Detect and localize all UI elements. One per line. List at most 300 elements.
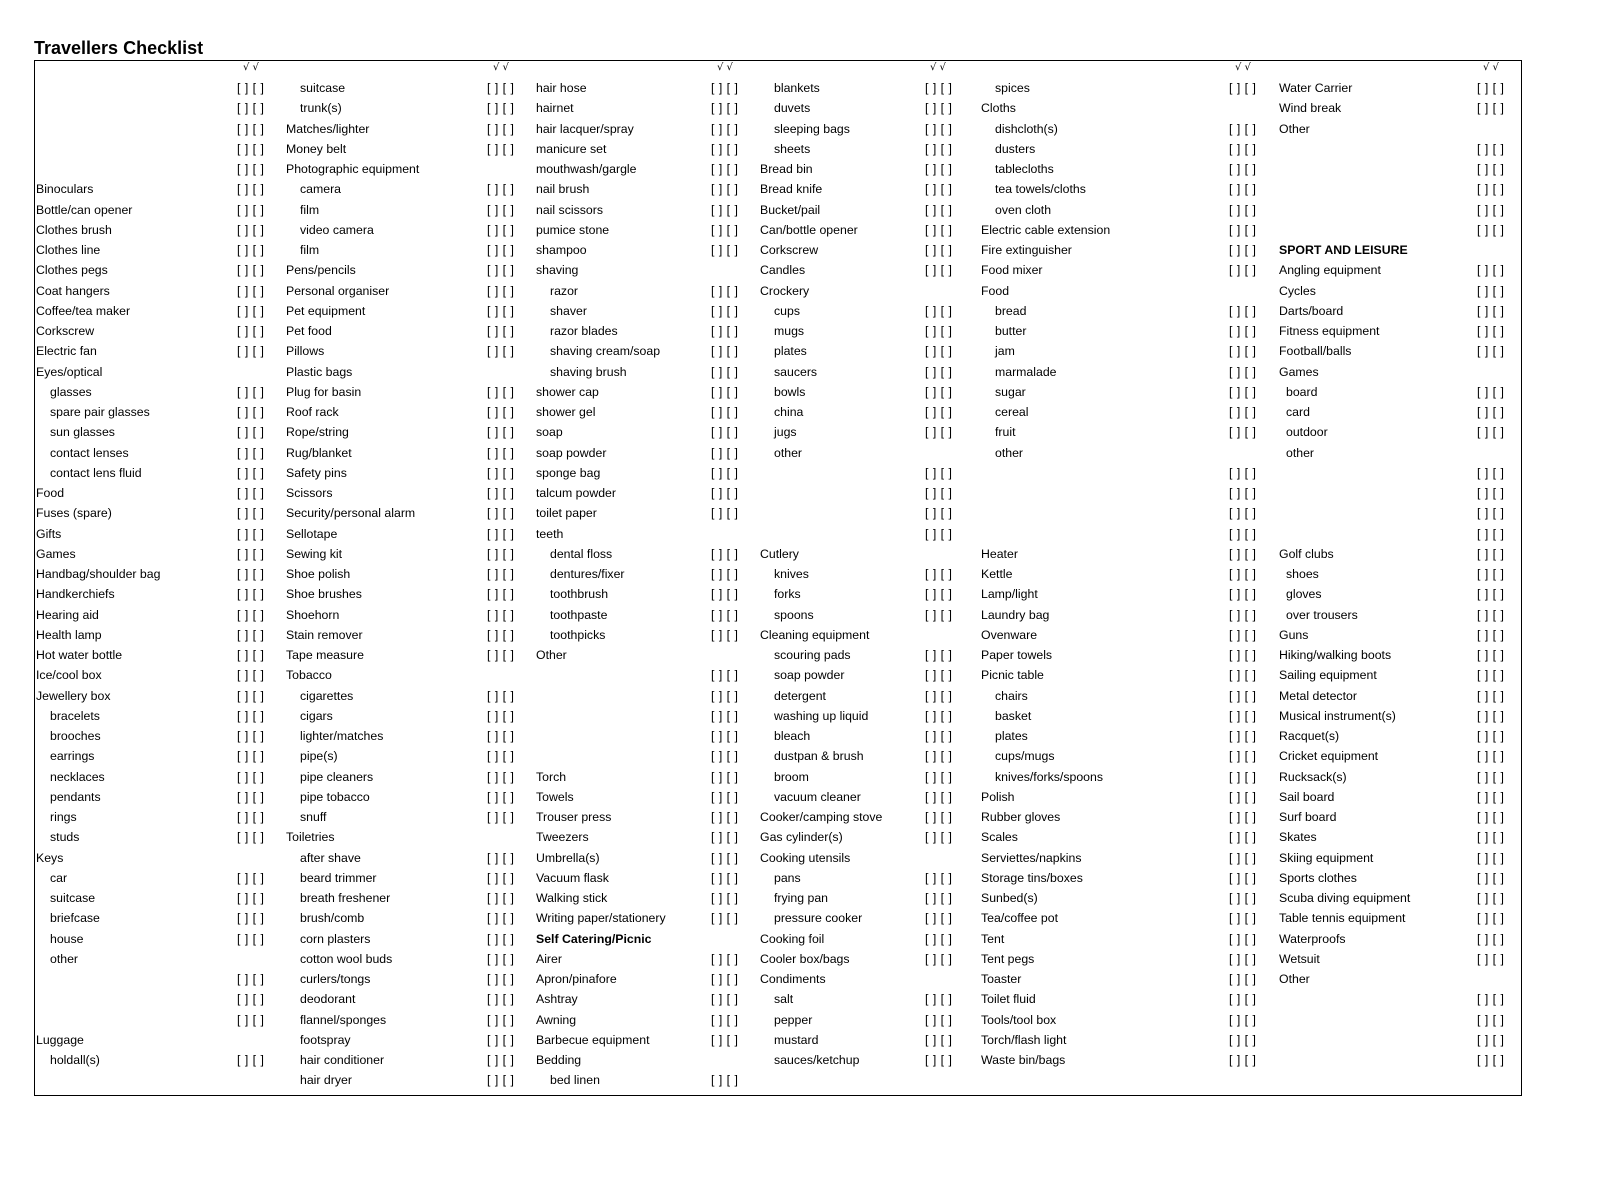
checkbox-pair[interactable]: [ ] [ ] (1477, 789, 1505, 804)
checkbox-pair[interactable]: [ ] [ ] (487, 607, 515, 622)
check-header: √ √ (243, 62, 259, 73)
item-label: Shoe brushes (286, 587, 362, 602)
checkbox-pair[interactable]: [ ] [ ] (711, 202, 739, 217)
checkbox-pair[interactable]: [ ] [ ] (487, 1032, 515, 1047)
checkbox-pair[interactable]: [ ] [ ] (1229, 688, 1257, 703)
checkbox-pair[interactable]: [ ] [ ] (711, 810, 739, 824)
checkbox-pair[interactable]: [ ] [ ] (1229, 729, 1257, 743)
checkbox-pair[interactable]: [ ] [ ] (1229, 789, 1257, 804)
checkbox-pair[interactable]: [ ] [ ] (1477, 830, 1505, 845)
checkbox-pair[interactable]: [ ] [ ] (487, 749, 515, 764)
item-label: Food (981, 283, 1010, 298)
item-label: Guns (1279, 627, 1309, 642)
checkbox-pair[interactable]: [ ] [ ] (487, 445, 515, 460)
checkbox-pair[interactable]: [ ] [ ] (237, 101, 265, 116)
item-label: Cooler box/bags (760, 951, 850, 966)
checkbox-pair[interactable]: [ ] [ ] (1229, 364, 1257, 379)
checkbox-pair[interactable]: [ ] [ ] (237, 830, 265, 845)
checkbox-pair[interactable]: [ ] [ ] (237, 263, 265, 278)
checkbox-pair[interactable]: [ ] [ ] (1229, 486, 1257, 500)
item-label: butter (995, 324, 1027, 338)
checkbox-pair[interactable]: [ ] [ ] (1477, 486, 1505, 500)
checkbox-pair[interactable]: [ ] [ ] (237, 222, 265, 237)
checkbox-pair[interactable]: [ ] [ ] (1229, 384, 1257, 399)
checkbox-pair[interactable]: [ ] [ ] (1477, 587, 1505, 602)
checkbox-pair[interactable]: [ ] [ ] (1477, 405, 1505, 419)
checkbox-pair[interactable]: [ ] [ ] (237, 526, 265, 541)
checkbox-pair[interactable]: [ ] [ ] (487, 870, 515, 885)
checkbox-pair[interactable]: [ ] [ ] (1229, 202, 1257, 217)
checkbox-pair[interactable]: [ ] [ ] (711, 749, 739, 764)
checkbox-pair[interactable]: [ ] [ ] (925, 1012, 953, 1027)
checkbox-pair[interactable]: [ ] [ ] (711, 506, 739, 521)
checkbox-pair[interactable]: [ ] [ ] (1229, 222, 1257, 237)
item-label: Shoe polish (286, 567, 351, 581)
checkbox-pair[interactable]: [ ] [ ] (487, 567, 515, 581)
checkbox-pair[interactable]: [ ] [ ] (487, 81, 515, 95)
checkbox-pair[interactable]: [ ] [ ] (1477, 911, 1505, 926)
checkbox-pair[interactable]: [ ] [ ] (237, 324, 265, 338)
checkbox-pair[interactable]: [ ] [ ] (1477, 546, 1505, 561)
checkbox-pair[interactable]: [ ] [ ] (925, 911, 953, 926)
checkbox-pair[interactable]: [ ] [ ] (487, 769, 515, 784)
checkbox-pair[interactable]: [ ] [ ] (711, 465, 739, 480)
checkbox-pair[interactable]: [ ] [ ] (1477, 526, 1505, 541)
checkbox-pair[interactable]: [ ] [ ] (925, 364, 953, 379)
checkbox-pair[interactable]: [ ] [ ] (237, 587, 265, 602)
checkbox-pair[interactable]: [ ] [ ] (1477, 202, 1505, 217)
checkbox-pair[interactable]: [ ] [ ] (925, 810, 953, 824)
checkbox-pair[interactable]: [ ] [ ] (1229, 627, 1257, 642)
checkbox-pair[interactable]: [ ] [ ] (487, 101, 515, 116)
item-label: Cleaning equipment (760, 627, 870, 642)
checkbox-pair[interactable]: [ ] [ ] (237, 688, 265, 703)
checkbox-pair[interactable]: [ ] [ ] (711, 384, 739, 399)
item-label: Toiletries (286, 830, 335, 845)
checkbox-pair[interactable]: [ ] [ ] (487, 850, 515, 865)
checkbox-pair[interactable]: [ ] [ ] (237, 1012, 265, 1027)
checkbox-pair[interactable]: [ ] [ ] (1229, 182, 1257, 197)
checkbox-pair[interactable]: [ ] [ ] (925, 425, 953, 440)
checkbox-pair[interactable]: [ ] [ ] (1477, 850, 1505, 865)
checkbox-pair[interactable]: [ ] [ ] (1229, 162, 1257, 176)
item-label: Security/personal alarm (286, 506, 416, 521)
item-label: Jewellery box (36, 688, 111, 703)
checkbox-pair[interactable]: [ ] [ ] (711, 789, 739, 804)
checkbox-pair[interactable]: [ ] [ ] (925, 222, 953, 237)
checkbox-pair[interactable]: [ ] [ ] (711, 627, 739, 642)
checkbox-pair[interactable]: [ ] [ ] (925, 729, 953, 743)
checkbox-pair[interactable]: [ ] [ ] (711, 1073, 739, 1088)
item-label: Other (536, 648, 567, 662)
checkbox-pair[interactable]: [ ] [ ] (1229, 951, 1257, 966)
checkbox-pair[interactable]: [ ] [ ] (237, 769, 265, 784)
checkbox-pair[interactable]: [ ] [ ] (925, 992, 953, 1007)
checkbox-pair[interactable]: [ ] [ ] (487, 992, 515, 1007)
checkbox-pair[interactable]: [ ] [ ] (1229, 425, 1257, 440)
checkbox-pair[interactable]: [ ] [ ] (711, 81, 739, 95)
checkbox-pair[interactable]: [ ] [ ] (711, 972, 739, 986)
checkbox-pair[interactable]: [ ] [ ] (711, 121, 739, 136)
checkbox-pair[interactable]: [ ] [ ] (711, 1032, 739, 1047)
checkbox-pair[interactable]: [ ] [ ] (1477, 769, 1505, 784)
checkbox-pair[interactable]: [ ] [ ] (1229, 567, 1257, 581)
checkbox-pair[interactable]: [ ] [ ] (711, 911, 739, 926)
checkbox-pair[interactable]: [ ] [ ] (925, 303, 953, 318)
checkbox-pair[interactable]: [ ] [ ] (925, 526, 953, 541)
checkbox-pair[interactable]: [ ] [ ] (1477, 1012, 1505, 1027)
checkbox-pair[interactable]: [ ] [ ] (237, 749, 265, 764)
checkbox-pair[interactable]: [ ] [ ] (1229, 506, 1257, 521)
checkbox-pair[interactable]: [ ] [ ] (487, 951, 515, 966)
checkbox-pair[interactable]: [ ] [ ] (1229, 1053, 1257, 1067)
checkbox-pair[interactable]: [ ] [ ] (1477, 182, 1505, 197)
item-label: other (995, 445, 1024, 460)
checkbox-pair[interactable]: [ ] [ ] (1477, 222, 1505, 237)
checkbox-pair[interactable]: [ ] [ ] (1229, 931, 1257, 946)
checkbox-pair[interactable]: [ ] [ ] (1229, 891, 1257, 905)
checkbox-pair[interactable]: [ ] [ ] (237, 162, 265, 176)
checkbox-pair[interactable]: [ ] [ ] (1229, 81, 1257, 95)
checkbox-pair[interactable]: [ ] [ ] (711, 870, 739, 885)
item-label: Storage tins/boxes (981, 870, 1083, 885)
checkbox-pair[interactable]: [ ] [ ] (1477, 303, 1505, 318)
checkbox-pair[interactable]: [ ] [ ] (487, 222, 515, 237)
item-label: Plastic bags (286, 364, 353, 379)
checkbox-pair[interactable]: [ ] [ ] (487, 405, 515, 419)
checkbox-pair[interactable]: [ ] [ ] (487, 121, 515, 136)
checkbox-pair[interactable]: [ ] [ ] (711, 891, 739, 905)
checkbox-pair[interactable]: [ ] [ ] (237, 81, 265, 95)
checkbox-pair[interactable]: [ ] [ ] (1229, 303, 1257, 318)
checkbox-pair[interactable]: [ ] [ ] (237, 810, 265, 824)
checkbox-pair[interactable]: [ ] [ ] (711, 951, 739, 966)
checkbox-pair[interactable]: [ ] [ ] (487, 1053, 515, 1067)
checkbox-pair[interactable]: [ ] [ ] (711, 243, 739, 257)
item-label: toothpaste (550, 607, 608, 622)
checkbox-pair[interactable]: [ ] [ ] (1477, 931, 1505, 946)
checkbox-pair[interactable]: [ ] [ ] (711, 688, 739, 703)
item-label: Sail board (1279, 789, 1335, 804)
checkbox-pair[interactable]: [ ] [ ] (237, 870, 265, 885)
checkbox-pair[interactable]: [ ] [ ] (1477, 607, 1505, 622)
checkbox-pair[interactable]: [ ] [ ] (487, 324, 515, 338)
checkbox-pair[interactable]: [ ] [ ] (1229, 344, 1257, 359)
checkbox-pair[interactable]: [ ] [ ] (711, 222, 739, 237)
checkbox-pair[interactable]: [ ] [ ] (487, 384, 515, 399)
checkbox-pair[interactable]: [ ] [ ] (1477, 627, 1505, 642)
checkbox-pair[interactable]: [ ] [ ] (925, 465, 953, 480)
checkbox-pair[interactable]: [ ] [ ] (925, 769, 953, 784)
checkbox-pair[interactable]: [ ] [ ] (1477, 749, 1505, 764)
checkbox-pair[interactable]: [ ] [ ] (487, 182, 515, 197)
checkbox-pair[interactable]: [ ] [ ] (487, 303, 515, 318)
checkbox-pair[interactable]: [ ] [ ] (711, 992, 739, 1007)
checkbox-pair[interactable]: [ ] [ ] (487, 972, 515, 986)
checkbox-pair[interactable]: [ ] [ ] (925, 384, 953, 399)
checkbox-pair[interactable]: [ ] [ ] (487, 810, 515, 824)
checkbox-pair[interactable]: [ ] [ ] (237, 567, 265, 581)
checkbox-pair[interactable]: [ ] [ ] (1477, 425, 1505, 440)
item-label: Cooking utensils (760, 850, 851, 865)
checkbox-pair[interactable]: [ ] [ ] (711, 850, 739, 865)
checkbox-pair[interactable]: [ ] [ ] (1229, 607, 1257, 622)
checkbox-pair[interactable]: [ ] [ ] (1477, 810, 1505, 824)
checkbox-pair[interactable]: [ ] [ ] (487, 506, 515, 521)
checkbox-pair[interactable]: [ ] [ ] (1477, 992, 1505, 1007)
checkbox-pair[interactable]: [ ] [ ] (1229, 546, 1257, 561)
checkbox-pair[interactable]: [ ] [ ] (711, 344, 739, 359)
checkbox-pair[interactable]: [ ] [ ] (925, 567, 953, 581)
checkbox-pair[interactable]: [ ] [ ] (711, 101, 739, 116)
checkbox-pair[interactable]: [ ] [ ] (1477, 465, 1505, 480)
checkbox-pair[interactable]: [ ] [ ] (1229, 972, 1257, 986)
item-label: car (50, 870, 68, 885)
checkbox-pair[interactable]: [ ] [ ] (1477, 648, 1505, 662)
checkbox-pair[interactable]: [ ] [ ] (925, 324, 953, 338)
checkbox-pair[interactable]: [ ] [ ] (1477, 324, 1505, 338)
checkbox-pair[interactable]: [ ] [ ] (925, 81, 953, 95)
checkbox-pair[interactable]: [ ] [ ] (925, 668, 953, 683)
checkbox-pair[interactable]: [ ] [ ] (1477, 891, 1505, 905)
checkbox-pair[interactable]: [ ] [ ] (1477, 506, 1505, 521)
checkbox-pair[interactable]: [ ] [ ] (487, 729, 515, 743)
item-label: forks (774, 587, 801, 602)
checkbox-pair[interactable]: [ ] [ ] (237, 546, 265, 561)
checkbox-pair[interactable]: [ ] [ ] (237, 607, 265, 622)
checkbox-pair[interactable]: [ ] [ ] (237, 891, 265, 905)
checkbox-pair[interactable]: [ ] [ ] (487, 425, 515, 440)
item-label: over trousers (1286, 607, 1358, 622)
checkbox-pair[interactable]: [ ] [ ] (925, 870, 953, 885)
checkbox-pair[interactable]: [ ] [ ] (237, 506, 265, 521)
checkbox-pair[interactable]: [ ] [ ] (237, 708, 265, 723)
checkbox-pair[interactable]: [ ] [ ] (487, 931, 515, 946)
checkbox-pair[interactable]: [ ] [ ] (711, 769, 739, 784)
checkbox-pair[interactable]: [ ] [ ] (925, 263, 953, 278)
checkbox-pair[interactable]: [ ] [ ] (1477, 344, 1505, 359)
item-label: Clothes brush (36, 222, 112, 237)
checkbox-pair[interactable]: [ ] [ ] (1229, 769, 1257, 784)
checkbox-pair[interactable]: [ ] [ ] (711, 607, 739, 622)
checkbox-pair[interactable]: [ ] [ ] (711, 425, 739, 440)
checkbox-pair[interactable]: [ ] [ ] (237, 972, 265, 986)
checkbox-pair[interactable]: [ ] [ ] (711, 587, 739, 602)
checkbox-pair[interactable]: [ ] [ ] (925, 931, 953, 946)
checkbox-pair[interactable]: [ ] [ ] (1229, 870, 1257, 885)
checkbox-pair[interactable]: [ ] [ ] (1477, 729, 1505, 743)
checkbox-pair[interactable]: [ ] [ ] (711, 324, 739, 338)
checkbox-pair[interactable]: [ ] [ ] (1229, 708, 1257, 723)
checkbox-pair[interactable]: [ ] [ ] (1229, 850, 1257, 865)
checkbox-pair[interactable]: [ ] [ ] (237, 1053, 265, 1067)
checkbox-pair[interactable]: [ ] [ ] (1229, 405, 1257, 419)
checkbox-pair[interactable]: [ ] [ ] (925, 587, 953, 602)
item-label: Writing paper/stationery (536, 911, 666, 926)
checkbox-pair[interactable]: [ ] [ ] (237, 283, 265, 298)
checkbox-pair[interactable]: [ ] [ ] (925, 506, 953, 521)
checkbox-pair[interactable]: [ ] [ ] (925, 162, 953, 176)
checkbox-pair[interactable]: [ ] [ ] (1477, 162, 1505, 176)
checkbox-pair[interactable]: [ ] [ ] (237, 121, 265, 136)
checkbox-pair[interactable]: [ ] [ ] (487, 1073, 515, 1088)
item-label: camera (300, 182, 342, 197)
checkbox-pair[interactable]: [ ] [ ] (237, 668, 265, 683)
checkbox-pair[interactable]: [ ] [ ] (925, 405, 953, 419)
checkbox-pair[interactable]: [ ] [ ] (487, 283, 515, 298)
checkbox-pair[interactable]: [ ] [ ] (925, 830, 953, 845)
checkbox-pair[interactable]: [ ] [ ] (1229, 587, 1257, 602)
checkbox-pair[interactable]: [ ] [ ] (237, 202, 265, 217)
checkbox-pair[interactable]: [ ] [ ] (1477, 668, 1505, 683)
checkbox-pair[interactable]: [ ] [ ] (487, 526, 515, 541)
checkbox-pair[interactable]: [ ] [ ] (1229, 526, 1257, 541)
checkbox-pair[interactable]: [ ] [ ] (237, 445, 265, 460)
checkbox-pair[interactable]: [ ] [ ] (487, 141, 515, 156)
item-label: Surf board (1279, 810, 1337, 824)
checkbox-pair[interactable]: [ ] [ ] (925, 607, 953, 622)
checkbox-pair[interactable]: [ ] [ ] (711, 668, 739, 683)
checkbox-pair[interactable]: [ ] [ ] (1477, 1053, 1505, 1067)
checkbox-pair[interactable]: [ ] [ ] (487, 587, 515, 602)
checkbox-pair[interactable]: [ ] [ ] (711, 303, 739, 318)
checkbox-pair[interactable]: [ ] [ ] (1229, 911, 1257, 926)
checkbox-pair[interactable]: [ ] [ ] (925, 182, 953, 197)
checkbox-pair[interactable]: [ ] [ ] (925, 202, 953, 217)
checkbox-pair[interactable]: [ ] [ ] (237, 911, 265, 926)
checkbox-pair[interactable]: [ ] [ ] (1477, 951, 1505, 966)
checkbox-pair[interactable]: [ ] [ ] (1477, 1032, 1505, 1047)
checkbox-pair[interactable]: [ ] [ ] (487, 486, 515, 500)
checkbox-pair[interactable]: [ ] [ ] (1229, 992, 1257, 1007)
checkbox-pair[interactable]: [ ] [ ] (1477, 384, 1505, 399)
item-label: Sailing equipment (1279, 668, 1377, 683)
checkbox-pair[interactable]: [ ] [ ] (925, 121, 953, 136)
checkbox-pair[interactable]: [ ] [ ] (1477, 708, 1505, 723)
checkbox-pair[interactable]: [ ] [ ] (487, 891, 515, 905)
checkbox-pair[interactable]: [ ] [ ] (237, 243, 265, 257)
checkbox-pair[interactable]: [ ] [ ] (925, 688, 953, 703)
checkbox-pair[interactable]: [ ] [ ] (1229, 668, 1257, 683)
checkbox-pair[interactable]: [ ] [ ] (711, 283, 739, 298)
checkbox-pair[interactable]: [ ] [ ] (711, 405, 739, 419)
checkbox-pair[interactable]: [ ] [ ] (711, 830, 739, 845)
checkbox-pair[interactable]: [ ] [ ] (925, 344, 953, 359)
checkbox-pair[interactable]: [ ] [ ] (1229, 1012, 1257, 1027)
checkbox-pair[interactable]: [ ] [ ] (1229, 830, 1257, 845)
checkbox-pair[interactable]: [ ] [ ] (1477, 141, 1505, 156)
checkbox-pair[interactable]: [ ] [ ] (711, 364, 739, 379)
checkbox-pair[interactable]: [ ] [ ] (1477, 101, 1505, 116)
checkbox-pair[interactable]: [ ] [ ] (237, 729, 265, 743)
checkbox-pair[interactable]: [ ] [ ] (711, 1012, 739, 1027)
checkbox-pair[interactable]: [ ] [ ] (237, 405, 265, 419)
checkbox-pair[interactable]: [ ] [ ] (925, 486, 953, 500)
item-label: Crockery (760, 283, 810, 298)
checkbox-pair[interactable]: [ ] [ ] (925, 789, 953, 804)
checkbox-pair[interactable]: [ ] [ ] (237, 182, 265, 197)
item-label: board (1286, 384, 1318, 399)
checkbox-pair[interactable]: [ ] [ ] (487, 627, 515, 642)
checkbox-pair[interactable]: [ ] [ ] (925, 749, 953, 764)
checkbox-pair[interactable]: [ ] [ ] (925, 1032, 953, 1047)
checkbox-pair[interactable]: [ ] [ ] (1229, 263, 1257, 278)
checkbox-pair[interactable]: [ ] [ ] (1477, 567, 1505, 581)
checkbox-pair[interactable]: [ ] [ ] (925, 648, 953, 662)
checkbox-pair[interactable]: [ ] [ ] (1477, 870, 1505, 885)
checkbox-pair[interactable]: [ ] [ ] (925, 1053, 953, 1067)
checkbox-pair[interactable]: [ ] [ ] (711, 486, 739, 500)
checkbox-pair[interactable]: [ ] [ ] (1477, 688, 1505, 703)
checkbox-pair[interactable]: [ ] [ ] (1229, 465, 1257, 480)
checkbox-pair[interactable]: [ ] [ ] (237, 931, 265, 946)
checkbox-pair[interactable]: [ ] [ ] (1229, 648, 1257, 662)
checkbox-pair[interactable]: [ ] [ ] (925, 141, 953, 156)
checkbox-pair[interactable]: [ ] [ ] (237, 384, 265, 399)
checkbox-pair[interactable]: [ ] [ ] (237, 141, 265, 156)
checkbox-pair[interactable]: [ ] [ ] (1477, 283, 1505, 298)
checkbox-pair[interactable]: [ ] [ ] (487, 911, 515, 926)
item-label: tea towels/cloths (995, 182, 1086, 197)
checkbox-pair[interactable]: [ ] [ ] (1229, 1032, 1257, 1047)
checkbox-pair[interactable]: [ ] [ ] (487, 243, 515, 257)
checkbox-pair[interactable]: [ ] [ ] (1229, 141, 1257, 156)
checkbox-pair[interactable]: [ ] [ ] (925, 891, 953, 905)
checkbox-pair[interactable]: [ ] [ ] (1229, 121, 1257, 136)
checkbox-pair[interactable]: [ ] [ ] (925, 101, 953, 116)
checkbox-pair[interactable]: [ ] [ ] (487, 546, 515, 561)
checkbox-pair[interactable]: [ ] [ ] (487, 1012, 515, 1027)
checkbox-pair[interactable]: [ ] [ ] (711, 567, 739, 581)
checkbox-pair[interactable]: [ ] [ ] (1477, 263, 1505, 278)
checkbox-pair[interactable]: [ ] [ ] (711, 445, 739, 460)
checkbox-pair[interactable]: [ ] [ ] (237, 992, 265, 1007)
checkbox-pair[interactable]: [ ] [ ] (487, 465, 515, 480)
checkbox-pair[interactable]: [ ] [ ] (925, 708, 953, 723)
checkbox-pair[interactable]: [ ] [ ] (237, 648, 265, 662)
checkbox-pair[interactable]: [ ] [ ] (711, 141, 739, 156)
checkbox-pair[interactable]: [ ] [ ] (487, 648, 515, 662)
checkbox-pair[interactable]: [ ] [ ] (711, 708, 739, 723)
checkbox-pair[interactable]: [ ] [ ] (237, 789, 265, 804)
checkbox-pair[interactable]: [ ] [ ] (711, 729, 739, 743)
checkbox-pair[interactable]: [ ] [ ] (711, 182, 739, 197)
checkbox-pair[interactable]: [ ] [ ] (237, 465, 265, 480)
item-label: Lamp/light (981, 587, 1038, 602)
checkbox-pair[interactable]: [ ] [ ] (237, 425, 265, 440)
checkbox-pair[interactable]: [ ] [ ] (1229, 749, 1257, 764)
checkbox-pair[interactable]: [ ] [ ] (487, 344, 515, 359)
checkbox-pair[interactable]: [ ] [ ] (487, 789, 515, 804)
checkbox-pair[interactable]: [ ] [ ] (1477, 81, 1505, 95)
checkbox-pair[interactable]: [ ] [ ] (925, 951, 953, 966)
checkbox-pair[interactable]: [ ] [ ] (237, 486, 265, 500)
checkbox-pair[interactable]: [ ] [ ] (487, 688, 515, 703)
checkbox-pair[interactable]: [ ] [ ] (487, 708, 515, 723)
checkbox-pair[interactable]: [ ] [ ] (237, 303, 265, 318)
checkbox-pair[interactable]: [ ] [ ] (1229, 243, 1257, 257)
checkbox-pair[interactable]: [ ] [ ] (925, 243, 953, 257)
checkbox-pair[interactable]: [ ] [ ] (1229, 324, 1257, 338)
checkbox-pair[interactable]: [ ] [ ] (711, 162, 739, 176)
checkbox-pair[interactable]: [ ] [ ] (1229, 810, 1257, 824)
checkbox-pair[interactable]: [ ] [ ] (487, 263, 515, 278)
checkbox-pair[interactable]: [ ] [ ] (487, 202, 515, 217)
checkbox-pair[interactable]: [ ] [ ] (237, 627, 265, 642)
checkbox-pair[interactable]: [ ] [ ] (237, 344, 265, 359)
item-label: broom (774, 769, 809, 784)
checkbox-pair[interactable]: [ ] [ ] (711, 546, 739, 561)
